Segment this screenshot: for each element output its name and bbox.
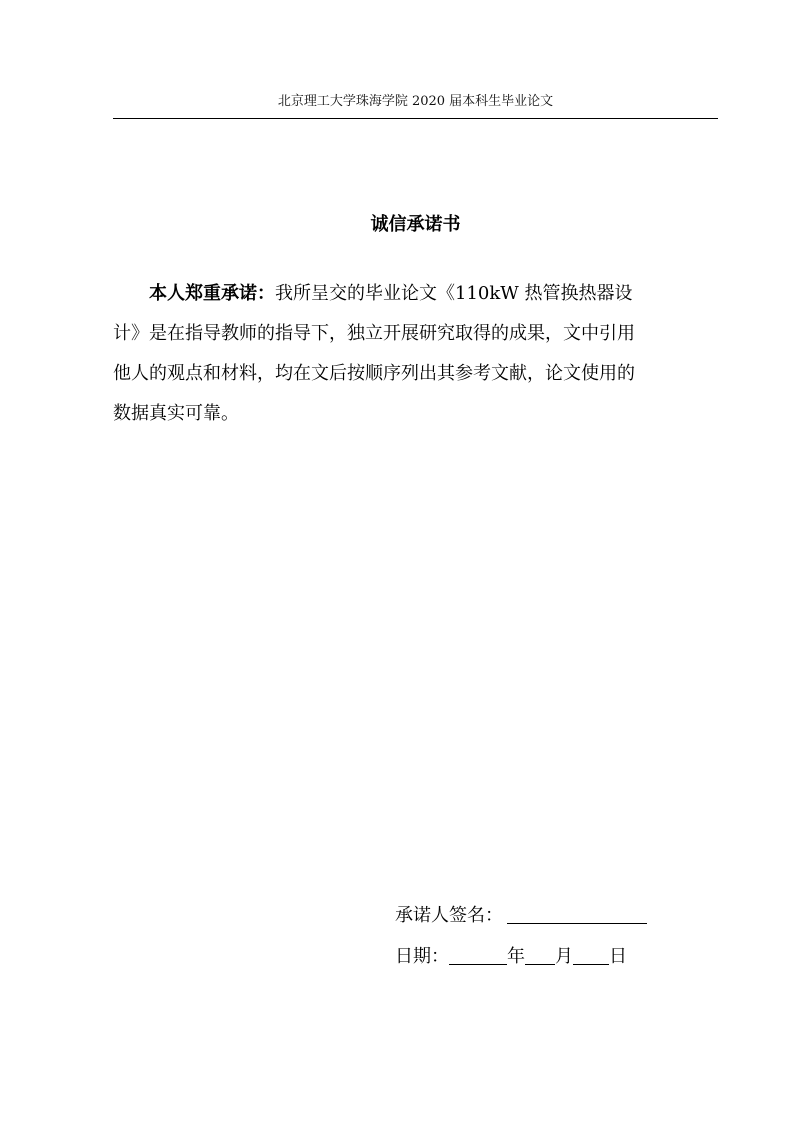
signature-blank[interactable] [507, 903, 647, 924]
pledge-lead: 本人郑重承诺： [149, 283, 275, 304]
year-blank[interactable] [449, 944, 507, 965]
pledge-paragraph [113, 274, 688, 434]
year-label: 年 [507, 946, 525, 967]
month-label: 月 [555, 946, 573, 967]
pledge-line-3: 他人的观点和材料，均在文后按顺序列出其参考文献，论文使用的 [113, 363, 635, 384]
date-row [395, 944, 627, 970]
page-header [113, 92, 718, 112]
day-label: 日 [609, 946, 627, 967]
day-blank[interactable] [573, 944, 609, 965]
document-title: 诚信承诺书 [370, 214, 461, 235]
pledge-line-1-text: 我所呈交的毕业论文《110kW 热管换热器设 [275, 283, 633, 304]
pledge-line-4: 数据真实可靠。 [113, 403, 239, 424]
signer-label: 承诺人签名： [395, 905, 503, 926]
date-label: 日期： [395, 946, 449, 967]
signature-row [395, 903, 647, 929]
pledge-line-1 [113, 274, 688, 314]
header-text: 北京理工大学珠海学院 2020 届本科生毕业论文 [277, 94, 554, 109]
month-blank[interactable] [525, 944, 555, 965]
pledge-line-2: 计》是在指导教师的指导下，独立开展研究取得的成果，文中引用 [113, 323, 635, 344]
header-rule [113, 118, 718, 119]
